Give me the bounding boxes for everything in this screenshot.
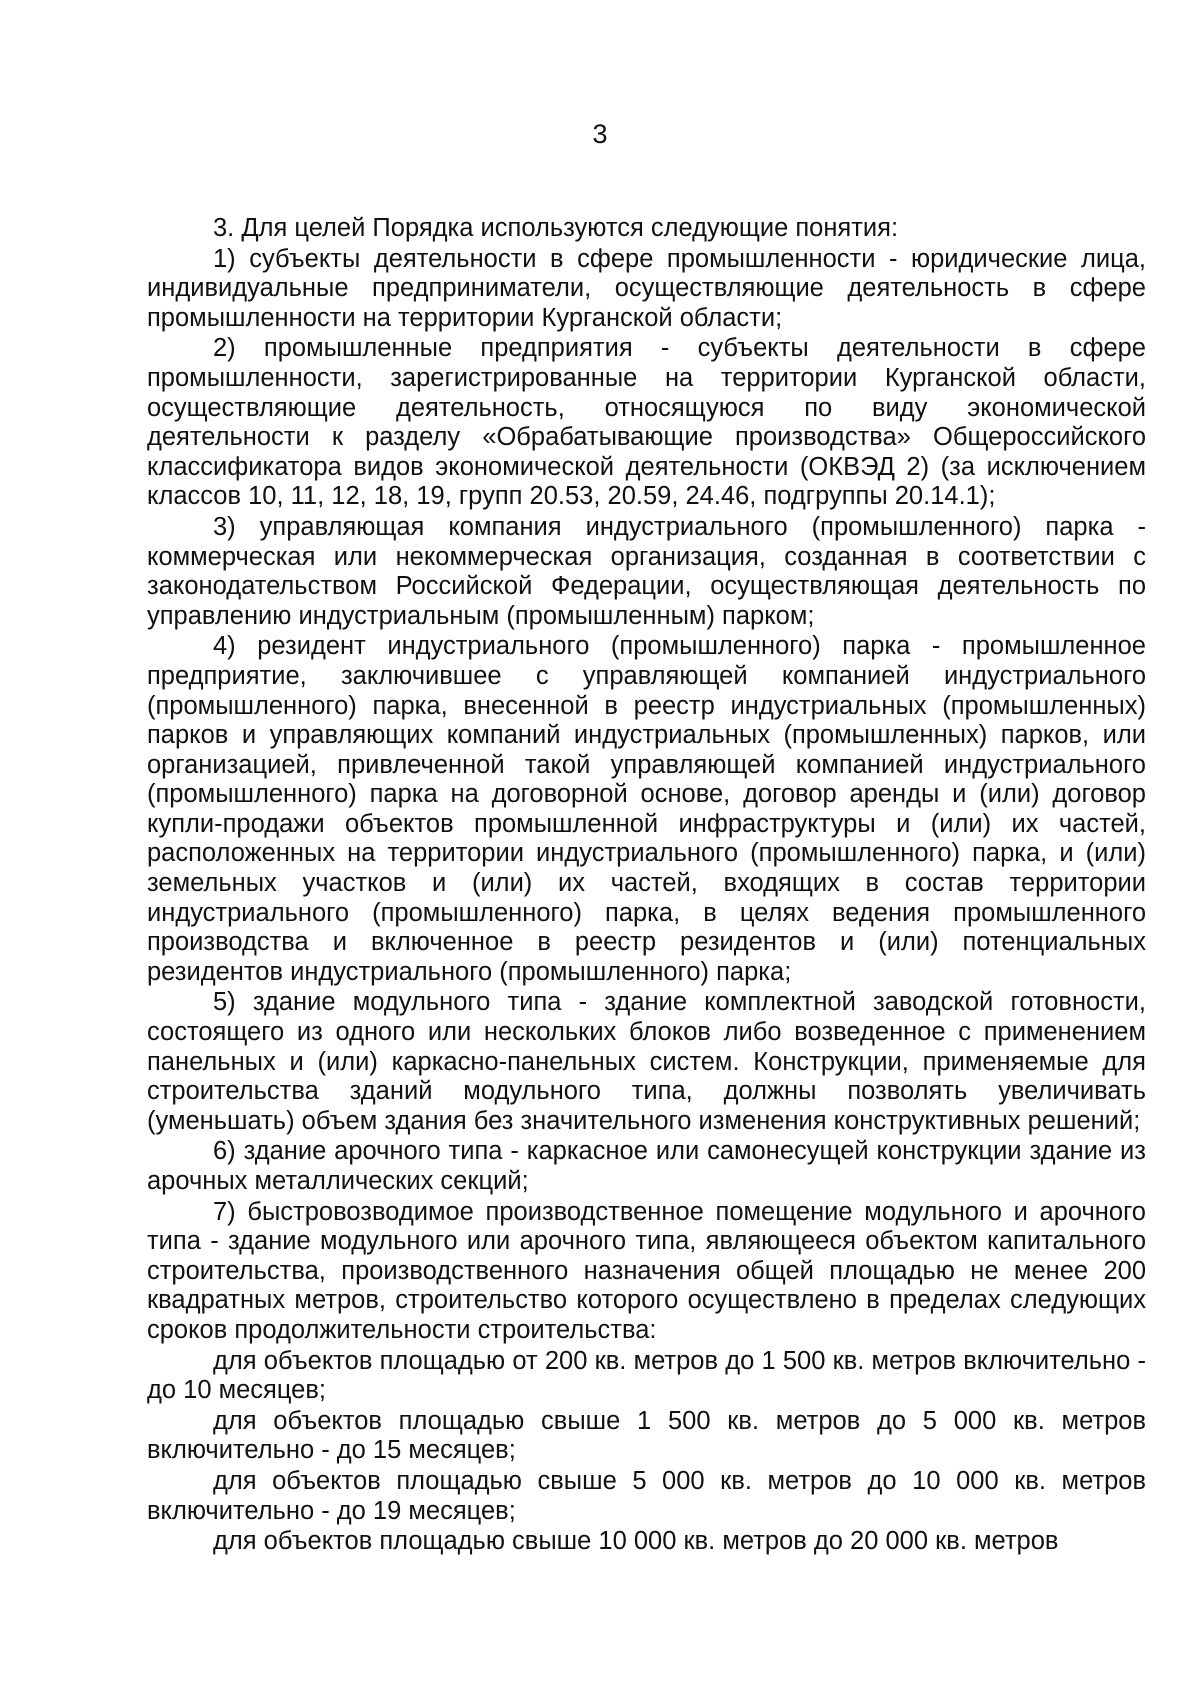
term-range-paragraph-2: для объектов площадью свыше 1 500 кв. метров до 5 000 кв. метров включительно - до 15 месяцев; (147, 1406, 1146, 1465)
term-range-paragraph-3: для объектов площадью свыше 5 000 кв. метров до 10 000 кв. метров включительно - до 19 месяцев; (147, 1466, 1146, 1525)
document-body (147, 214, 1146, 1557)
definition-item-7: 7) быстровозводимое производственное помещение модульного и арочного типа - здание модульного или арочного типа, являющееся объектом капитального строительства, производственного назначения общей площадью не менее 200 квадратных метров, строительство которого осуществлено в пределах следующих сроков продолжительности строительства: (147, 1197, 1146, 1344)
page-number: 3 (592, 119, 608, 149)
definition-item-2: 2) промышленные предприятия - субъекты деятельности в сфере промышленности, зарегистрированные на территории Курганской области, осуществляющие деятельность, относящуюся по виду экономической деятельности к разделу «Обрабатывающие производства» Общероссийского классификатора видов экономической деятельности (ОКВЭД 2) (за исключением классов 10, 11, 12, 18, 19, групп 20.53, 20.59, 24.46, подгруппы 20.14.1); (147, 334, 1146, 511)
definition-item-6: 6) здание арочного типа - каркасное или самонесущей конструкции здание из арочных металлических секций; (147, 1137, 1146, 1195)
definition-item-4: 4) резидент индустриального (промышленного) парка - промышленное предприятие, заключившее с управляющей компанией индустриального (промышленного) парка, внесенной в реестр индустриальных (промышленных) парков и управляющих компаний индустриальных (промышленных) парков, или организацией, привлеченной такой управляющей компанией индустриального (промышленного) парка на договорной основе, договор аренды и (или) договор купли-продажи объектов промышленной инфраструктуры и (или) их частей, расположенных на территории индустриального (промышленного) парка, и (или) земельных участков и (или) их частей, входящих в состав территории индустриального (промышленного) парка, в целях ведения промышленного производства и включенное в реестр резидентов и (или) потенциальных резидентов индустриального (промышленного) парка; (147, 632, 1146, 986)
definition-item-5: 5) здание модульного типа - здание комплектной заводской готовности, состоящего из одного или нескольких блоков либо возведенное с применением панельных и (или) каркасно-панельных систем. Конструкции, применяемые для строительства зданий модульного типа, должны позволять увеличивать (уменьшать) объем здания без значительного изменения конструктивных решений; (147, 988, 1146, 1135)
definition-item-1: 1) субъекты деятельности в сфере промышленности - юридические лица, индивидуальные предприниматели, осуществляющие деятельность в сфере промышленности на территории Курганской области; (147, 244, 1146, 332)
section-intro-paragraph: 3. Для целей Порядка используются следующие понятия: (213, 214, 899, 242)
term-range-paragraph-4: для объектов площадью свыше 10 000 кв. метров до 20 000 кв. метров (213, 1527, 1059, 1556)
definition-item-3: 3) управляющая компания индустриального (промышленного) парка - коммерческая или некоммерческая организация, созданная в соответствии с законодательством Российской Федерации, осуществляющая деятельность по управлению индустриальным (промышленным) парком; (147, 512, 1146, 630)
term-range-paragraph-1: для объектов площадью от 200 кв. метров до 1 500 кв. метров включительно - до 10 месяцев; (147, 1346, 1146, 1405)
